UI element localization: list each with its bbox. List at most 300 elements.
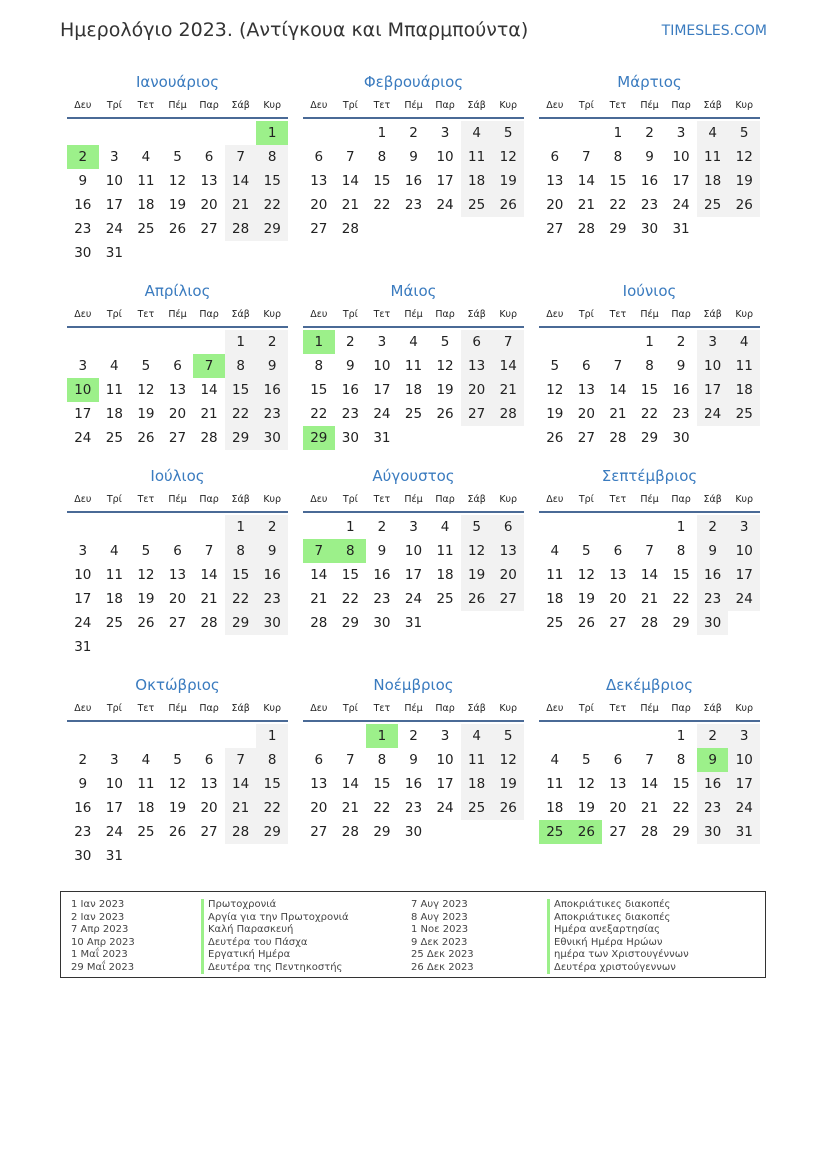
day-cell: 14 [310,567,328,583]
empty-cell [99,121,131,145]
day-cell: 15 [672,776,690,792]
day-cell: 22 [225,402,257,426]
day-cell: 12 [492,748,524,772]
weekday-label: Δευ [546,309,564,320]
day-cell: 18 [436,567,454,583]
empty-cell [225,121,257,145]
empty-cell [571,330,603,354]
day-cell: 31 [373,430,391,446]
day-cell: 12 [728,145,760,169]
weekday-label: Τετ [609,703,627,714]
day-cell: 17 [74,406,92,422]
day-cell: 21 [341,197,359,213]
legend-date: 29 Μαΐ 2023 [71,961,135,973]
weekday-label: Τετ [137,494,155,505]
day-cell: 4 [550,543,560,559]
day-cell: 21 [200,406,218,422]
day-cell: 12 [168,776,187,792]
weekday-label: Κυρ [263,494,282,505]
weekday-label: Τετ [609,100,627,111]
day-cell: 7 [346,752,355,768]
day-cell: 17 [436,776,454,792]
page-title: Ημερολόγιο 2023. (Αντίγκουα και Μπαρμπούντα) [60,19,529,41]
day-cell: 7 [582,149,591,165]
legend-name: Αποκριάτικες διακοπές [547,912,689,925]
legend-name: Εργατική Ημέρα [201,949,349,962]
holiday-day-cell: 29 [303,426,335,450]
day-cell: 23 [373,591,391,607]
day-cell: 8 [225,354,257,378]
day-cell: 20 [310,800,328,816]
day-cell: 2 [676,334,686,350]
day-cell: 14 [640,567,659,583]
day-cell: 11 [546,776,564,792]
day-cell: 13 [609,567,627,583]
day-cell: 22 [373,800,391,816]
day-cell: 28 [310,615,328,631]
day-cell: 20 [609,591,627,607]
day-cell: 16 [697,772,729,796]
day-cell: 6 [314,149,324,165]
day-cell: 22 [609,197,627,213]
empty-cell [634,515,666,539]
day-cell: 13 [310,776,328,792]
day-cell: 28 [577,221,595,237]
day-cell: 1 [613,125,623,141]
weekday-label: Τετ [137,703,155,714]
day-cell: 12 [436,358,454,374]
day-cell: 4 [697,121,729,145]
day-cell: 12 [137,382,155,398]
month-title: Δεκέμβριος [605,676,693,694]
day-cell: 11 [404,358,423,374]
day-cell: 16 [404,173,423,189]
day-cell: 26 [168,221,187,237]
month-title: Αύγουστος [372,467,455,485]
day-cell: 23 [256,587,288,611]
weekday-label: Τρί [578,100,594,111]
day-cell: 12 [546,382,564,398]
day-cell: 14 [200,567,218,583]
day-cell: 4 [110,543,119,559]
weekday-label: Παρ [199,309,219,320]
weekday-label: Σάβ [703,703,722,714]
day-cell: 19 [577,591,595,607]
weekday-label: Πέμ [168,309,187,320]
day-cell: 18 [728,378,760,402]
weekday-header [67,489,288,513]
holiday-day-cell: 1 [366,724,398,748]
day-cell: 15 [256,169,288,193]
weekday-label: Παρ [199,494,219,505]
day-cell: 20 [168,591,187,607]
day-cell: 5 [173,752,182,768]
weekday-label: Σάβ [467,100,486,111]
day-cell: 18 [461,169,493,193]
day-cell: 24 [672,197,690,213]
day-cell: 25 [137,221,155,237]
day-cell: 9 [78,173,88,189]
day-cell: 28 [200,430,218,446]
day-cell: 3 [676,125,686,141]
day-cell: 8 [676,752,686,768]
day-cell: 17 [373,382,391,398]
holiday-legend [60,891,766,978]
day-cell: 23 [256,402,288,426]
day-cell: 10 [436,752,454,768]
day-cell: 25 [436,591,454,607]
day-cell: 18 [461,772,493,796]
day-cell: 29 [672,615,690,631]
weekday-label: Τρί [578,703,594,714]
day-cell: 7 [645,543,654,559]
day-cell: 9 [645,149,654,165]
days-grid [303,330,524,450]
empty-cell [162,330,194,354]
day-cell: 19 [577,800,595,816]
weekday-header [539,489,760,513]
day-cell: 6 [461,330,493,354]
day-cell: 20 [546,197,564,213]
legend-name: ημέρα των Χριστουγέννων [547,949,689,962]
day-cell: 19 [546,406,564,422]
day-cell: 16 [341,382,359,398]
day-cell: 5 [582,543,591,559]
legend-date: 7 Απρ 2023 [71,924,129,935]
day-cell: 11 [461,748,493,772]
day-cell: 4 [440,519,450,535]
day-cell: 24 [728,796,760,820]
holiday-day-cell: 8 [335,539,367,563]
month-title: Σεπτέμβριος [601,467,698,485]
day-cell: 26 [492,193,524,217]
day-cell: 3 [110,149,119,165]
days-grid [67,724,288,868]
empty-cell [539,330,571,354]
day-cell: 17 [436,173,454,189]
weekday-label: Παρ [435,100,455,111]
day-cell: 3 [440,728,450,744]
day-cell: 18 [105,591,123,607]
day-cell: 9 [409,752,418,768]
day-cell: 5 [440,334,450,350]
weekday-label: Σάβ [703,494,722,505]
day-cell: 26 [168,824,187,840]
day-cell: 29 [373,824,391,840]
month-block [539,464,760,635]
day-cell: 4 [110,358,119,374]
day-cell: 19 [137,591,155,607]
day-cell: 12 [577,567,595,583]
day-cell: 9 [409,149,418,165]
day-cell: 27 [577,430,595,446]
empty-cell [193,121,225,145]
day-cell: 24 [404,591,423,607]
holiday-day-cell: 7 [303,539,335,563]
day-cell: 26 [436,406,454,422]
day-cell: 3 [110,752,119,768]
day-cell: 23 [404,197,423,213]
day-cell: 7 [492,330,524,354]
weekday-header [539,304,760,328]
day-cell: 15 [640,382,659,398]
day-cell: 14 [492,354,524,378]
day-cell: 16 [256,563,288,587]
day-cell: 10 [404,543,423,559]
weekday-header [303,304,524,328]
day-cell: 13 [310,173,328,189]
day-cell: 25 [461,796,493,820]
day-cell: 11 [546,567,564,583]
day-cell: 24 [436,800,454,816]
day-cell: 6 [613,543,623,559]
day-cell: 6 [204,752,214,768]
weekday-label: Τρί [578,494,594,505]
day-cell: 5 [492,121,524,145]
empty-cell [335,724,367,748]
day-cell: 3 [728,724,760,748]
day-cell: 2 [256,330,288,354]
legend-date: 8 Αυγ 2023 [411,911,468,923]
legend-date: 25 Δεκ 2023 [411,949,474,960]
weekday-label: Παρ [671,494,691,505]
day-cell: 21 [577,197,595,213]
days-grid [539,724,760,844]
day-cell: 2 [377,519,387,535]
day-cell: 9 [256,539,288,563]
day-cell: 14 [640,776,659,792]
day-cell: 25 [404,406,423,422]
empty-cell [162,515,194,539]
day-cell: 2 [409,728,418,744]
day-cell: 24 [74,615,92,631]
day-cell: 22 [373,197,391,213]
day-cell: 29 [225,426,257,450]
day-cell: 6 [613,752,623,768]
day-cell: 31 [105,245,123,261]
empty-cell [539,515,571,539]
day-cell: 22 [256,796,288,820]
day-cell: 29 [256,217,288,241]
days-grid [67,330,288,450]
day-cell: 18 [546,800,564,816]
weekday-label: Τρί [106,100,122,111]
day-cell: 28 [492,402,524,426]
weekday-label: Σάβ [467,703,486,714]
day-cell: 21 [640,591,659,607]
weekday-header [539,95,760,119]
day-cell: 23 [74,824,92,840]
weekday-label: Τετ [373,100,391,111]
day-cell: 28 [609,430,627,446]
day-cell: 13 [546,173,564,189]
day-cell: 5 [141,358,151,374]
month-block [67,279,288,450]
weekday-header [539,698,760,722]
weekday-label: Τετ [373,703,391,714]
weekday-label: Δευ [546,100,564,111]
empty-cell [130,724,162,748]
day-cell: 23 [74,221,92,237]
day-cell: 20 [461,378,493,402]
day-cell: 15 [310,382,328,398]
legend-column [547,899,689,974]
day-cell: 15 [225,378,257,402]
weekday-label: Σάβ [231,309,250,320]
day-cell: 21 [200,591,218,607]
day-cell: 16 [74,197,92,213]
legend-date: 1 Νοε 2023 [411,924,469,935]
holiday-day-cell: 9 [697,748,729,772]
day-cell: 31 [105,848,123,864]
day-cell: 8 [645,358,654,374]
day-cell: 16 [373,567,391,583]
month-block [67,673,288,868]
day-cell: 25 [137,824,155,840]
day-cell: 31 [728,820,760,844]
weekday-label: Πέμ [404,100,423,111]
day-cell: 16 [697,563,729,587]
holiday-day-cell: 10 [67,378,99,402]
day-cell: 18 [137,197,155,213]
day-cell: 21 [609,406,627,422]
empty-cell [193,330,225,354]
day-cell: 11 [728,354,760,378]
empty-cell [193,724,225,748]
empty-cell [193,515,225,539]
day-cell: 24 [105,221,123,237]
empty-cell [539,121,571,145]
day-cell: 12 [461,539,493,563]
day-cell: 23 [341,406,359,422]
days-grid [67,515,288,659]
day-cell: 27 [200,824,218,840]
weekday-label: Δευ [74,100,92,111]
day-cell: 28 [341,824,359,840]
day-cell: 13 [461,354,493,378]
day-cell: 27 [492,587,524,611]
weekday-label: Κυρ [499,703,518,714]
legend-name: Δευτέρα της Πεντηκοστής [201,962,349,975]
day-cell: 6 [582,358,591,374]
day-cell: 21 [225,193,257,217]
holiday-day-cell: 26 [571,820,603,844]
day-cell: 7 [613,358,623,374]
empty-cell [303,724,335,748]
weekday-label: Κυρ [263,100,282,111]
day-cell: 14 [225,169,257,193]
day-cell: 29 [225,611,257,635]
weekday-label: Σάβ [231,703,250,714]
day-cell: 10 [373,358,391,374]
day-cell: 25 [697,193,729,217]
day-cell: 21 [225,796,257,820]
legend-date: 1 Ιαν 2023 [71,899,125,910]
day-cell: 24 [74,430,92,446]
holiday-day-cell: 7 [193,354,225,378]
day-cell: 18 [404,382,423,398]
day-cell: 3 [440,125,450,141]
weekday-label: Κυρ [735,703,754,714]
weekday-header [67,95,288,119]
day-cell: 2 [645,125,654,141]
day-cell: 31 [672,221,690,237]
day-cell: 19 [436,382,454,398]
holiday-day-cell: 1 [303,330,335,354]
legend-name: Αργία για την Πρωτοχρονιά [201,912,349,925]
day-cell: 9 [256,354,288,378]
site-link[interactable]: TIMESLES.COM [661,23,767,39]
day-cell: 6 [204,149,214,165]
weekday-label: Δευ [310,309,328,320]
day-cell: 19 [461,563,493,587]
weekday-label: Κυρ [735,309,754,320]
legend-column [71,899,135,974]
day-cell: 10 [728,748,760,772]
day-cell: 8 [314,358,324,374]
day-cell: 14 [341,173,359,189]
day-cell: 23 [640,197,659,213]
day-cell: 17 [728,772,760,796]
day-cell: 12 [168,173,187,189]
day-cell: 30 [697,820,729,844]
weekday-header [303,698,524,722]
empty-cell [99,515,131,539]
weekday-label: Τρί [106,703,122,714]
weekday-label: Τρί [342,703,358,714]
weekday-label: Παρ [199,100,219,111]
month-title: Ιούλιος [150,467,205,485]
day-cell: 2 [346,334,355,350]
day-cell: 4 [141,149,151,165]
weekday-label: Σάβ [467,309,486,320]
day-cell: 1 [676,519,686,535]
empty-cell [67,330,99,354]
day-cell: 30 [256,611,288,635]
empty-cell [99,330,131,354]
day-cell: 14 [225,772,257,796]
day-cell: 10 [436,149,454,165]
day-cell: 4 [461,121,493,145]
day-cell: 29 [341,615,359,631]
day-cell: 23 [672,406,690,422]
day-cell: 18 [137,800,155,816]
day-cell: 21 [310,591,328,607]
day-cell: 15 [373,173,391,189]
day-cell: 24 [105,824,123,840]
day-cell: 2 [697,724,729,748]
days-grid [303,121,524,241]
day-cell: 20 [577,406,595,422]
legend-date: 26 Δεκ 2023 [411,961,474,973]
weekday-header [67,304,288,328]
day-cell: 18 [546,591,564,607]
day-cell: 27 [546,221,564,237]
day-cell: 15 [373,776,391,792]
day-cell: 16 [404,776,423,792]
weekday-label: Πέμ [640,100,659,111]
empty-cell [602,330,634,354]
day-cell: 26 [577,615,595,631]
weekday-label: Σάβ [467,494,486,505]
day-cell: 30 [373,615,391,631]
day-cell: 2 [78,752,88,768]
day-cell: 1 [225,330,257,354]
weekday-label: Παρ [671,703,691,714]
day-cell: 22 [341,591,359,607]
day-cell: 5 [173,149,182,165]
day-cell: 12 [137,567,155,583]
